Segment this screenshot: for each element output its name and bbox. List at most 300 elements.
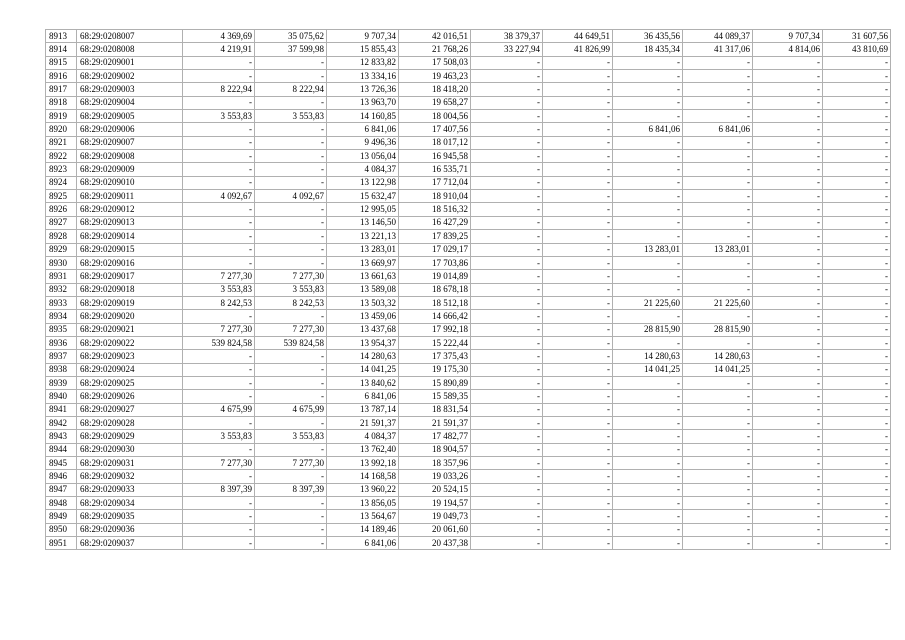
row-number-cell: 8924 (46, 176, 77, 189)
value-7-cell: 6 841,06 (613, 123, 683, 136)
value-10-cell: 31 607,56 (823, 30, 891, 43)
value-4-cell: 18 017,12 (399, 136, 471, 149)
value-3-cell: 6 841,06 (327, 390, 399, 403)
value-2-cell: - (255, 163, 327, 176)
table-row (46, 310, 891, 323)
value-4-cell: 18 418,20 (399, 83, 471, 96)
table-row (46, 83, 891, 96)
value-10-cell: - (823, 296, 891, 309)
cadastral-code-cell: 68:29:0209032 (77, 470, 183, 483)
value-7-cell: 14 041,25 (613, 363, 683, 376)
value-7-cell: - (613, 430, 683, 443)
value-4-cell: 19 175,30 (399, 363, 471, 376)
value-2-cell: 3 553,83 (255, 430, 327, 443)
value-7-cell: - (613, 403, 683, 416)
value-10-cell: - (823, 523, 891, 536)
value-4-cell: 17 029,17 (399, 243, 471, 256)
value-3-cell: 13 122,98 (327, 176, 399, 189)
row-number-cell: 8932 (46, 283, 77, 296)
value-3-cell: 15 632,47 (327, 190, 399, 203)
cadastral-code-cell: 68:29:0209018 (77, 283, 183, 296)
value-8-cell: - (683, 136, 753, 149)
value-2-cell: - (255, 203, 327, 216)
value-6-cell: - (543, 136, 613, 149)
value-6-cell: - (543, 243, 613, 256)
value-4-cell: 42 016,51 (399, 30, 471, 43)
value-3-cell: 6 841,06 (327, 537, 399, 550)
value-1-cell: - (183, 390, 255, 403)
value-9-cell: - (753, 83, 823, 96)
value-9-cell: - (753, 96, 823, 109)
value-1-cell: 539 824,58 (183, 336, 255, 349)
value-6-cell: - (543, 350, 613, 363)
value-5-cell: - (471, 123, 543, 136)
value-7-cell: 28 815,90 (613, 323, 683, 336)
cadastral-code-cell: 68:29:0209009 (77, 163, 183, 176)
value-5-cell: - (471, 470, 543, 483)
cadastral-code-cell: 68:29:0209029 (77, 430, 183, 443)
value-7-cell: - (613, 56, 683, 69)
cadastral-code-cell: 68:29:0209017 (77, 270, 183, 283)
value-6-cell: - (543, 310, 613, 323)
cadastral-code-cell: 68:29:0209036 (77, 523, 183, 536)
value-4-cell: 19 194,57 (399, 497, 471, 510)
value-6-cell: - (543, 363, 613, 376)
value-5-cell: - (471, 176, 543, 189)
value-5-cell: - (471, 457, 543, 470)
value-7-cell: - (613, 537, 683, 550)
value-6-cell: - (543, 376, 613, 389)
value-3-cell: 9 707,34 (327, 30, 399, 43)
cadastral-code-cell: 68:29:0209019 (77, 296, 183, 309)
row-number-cell: 8950 (46, 523, 77, 536)
value-10-cell: - (823, 176, 891, 189)
cadastral-code-cell: 68:29:0209024 (77, 363, 183, 376)
value-3-cell: 13 669,97 (327, 256, 399, 269)
value-3-cell: 13 840,62 (327, 376, 399, 389)
row-number-cell: 8934 (46, 310, 77, 323)
cadastral-code-cell: 68:29:0208007 (77, 30, 183, 43)
value-9-cell: - (753, 350, 823, 363)
value-9-cell: - (753, 483, 823, 496)
value-4-cell: 17 375,43 (399, 350, 471, 363)
value-3-cell: 13 992,18 (327, 457, 399, 470)
value-6-cell: - (543, 163, 613, 176)
value-3-cell: 13 334,16 (327, 70, 399, 83)
value-9-cell: - (753, 256, 823, 269)
row-number-cell: 8923 (46, 163, 77, 176)
value-4-cell: 18 357,96 (399, 457, 471, 470)
value-6-cell: - (543, 203, 613, 216)
value-4-cell: 18 831,54 (399, 403, 471, 416)
table-row (46, 56, 891, 69)
table-row (46, 443, 891, 456)
value-4-cell: 20 061,60 (399, 523, 471, 536)
value-6-cell: - (543, 83, 613, 96)
table-row (46, 537, 891, 550)
value-6-cell: - (543, 443, 613, 456)
value-2-cell: - (255, 350, 327, 363)
value-6-cell: - (543, 256, 613, 269)
value-8-cell: - (683, 163, 753, 176)
table-row (46, 497, 891, 510)
value-10-cell: - (823, 510, 891, 523)
value-9-cell: - (753, 523, 823, 536)
value-1-cell: 8 242,53 (183, 296, 255, 309)
value-1-cell: - (183, 176, 255, 189)
value-2-cell: - (255, 150, 327, 163)
value-2-cell: - (255, 310, 327, 323)
cadastral-code-cell: 68:29:0209003 (77, 83, 183, 96)
value-7-cell: - (613, 336, 683, 349)
row-number-cell: 8939 (46, 376, 77, 389)
value-2-cell: - (255, 136, 327, 149)
value-8-cell: - (683, 336, 753, 349)
value-2-cell: - (255, 470, 327, 483)
value-3-cell: 6 841,06 (327, 123, 399, 136)
cadastral-code-cell: 68:29:0209015 (77, 243, 183, 256)
row-number-cell: 8943 (46, 430, 77, 443)
value-9-cell: - (753, 443, 823, 456)
value-7-cell: - (613, 523, 683, 536)
value-4-cell: 14 666,42 (399, 310, 471, 323)
value-3-cell: 13 963,70 (327, 96, 399, 109)
table-row (46, 190, 891, 203)
table-row (46, 136, 891, 149)
value-2-cell: - (255, 363, 327, 376)
value-9-cell: - (753, 136, 823, 149)
value-7-cell: - (613, 176, 683, 189)
value-2-cell: - (255, 243, 327, 256)
value-3-cell: 12 833,82 (327, 56, 399, 69)
value-10-cell: - (823, 256, 891, 269)
value-8-cell: 6 841,06 (683, 123, 753, 136)
value-7-cell: - (613, 110, 683, 123)
value-9-cell: - (753, 497, 823, 510)
value-5-cell: - (471, 443, 543, 456)
table-row (46, 350, 891, 363)
value-2-cell: - (255, 70, 327, 83)
value-4-cell: 16 945,58 (399, 150, 471, 163)
value-4-cell: 16 535,71 (399, 163, 471, 176)
value-10-cell: - (823, 83, 891, 96)
cadastral-code-cell: 68:29:0209021 (77, 323, 183, 336)
value-9-cell: - (753, 176, 823, 189)
value-8-cell: - (683, 216, 753, 229)
value-7-cell: 14 280,63 (613, 350, 683, 363)
row-number-cell: 8919 (46, 110, 77, 123)
row-number-cell: 8941 (46, 403, 77, 416)
value-5-cell: - (471, 203, 543, 216)
table-row (46, 256, 891, 269)
value-3-cell: 13 856,05 (327, 497, 399, 510)
value-9-cell: - (753, 336, 823, 349)
value-2-cell: - (255, 176, 327, 189)
value-7-cell: - (613, 470, 683, 483)
table-row (46, 390, 891, 403)
table-row (46, 30, 891, 43)
row-number-cell: 8926 (46, 203, 77, 216)
value-8-cell: - (683, 203, 753, 216)
value-7-cell: - (613, 163, 683, 176)
table-row (46, 43, 891, 56)
value-1-cell: - (183, 163, 255, 176)
value-7-cell: - (613, 483, 683, 496)
cadastral-code-cell: 68:29:0208008 (77, 43, 183, 56)
value-5-cell: - (471, 270, 543, 283)
value-4-cell: 19 033,26 (399, 470, 471, 483)
value-5-cell: - (471, 376, 543, 389)
value-8-cell: - (683, 470, 753, 483)
table-row (46, 110, 891, 123)
value-6-cell: - (543, 457, 613, 470)
value-6-cell: - (543, 296, 613, 309)
value-1-cell: - (183, 537, 255, 550)
row-number-cell: 8944 (46, 443, 77, 456)
value-2-cell: - (255, 56, 327, 69)
value-5-cell: - (471, 150, 543, 163)
cadastral-code-cell: 68:29:0209031 (77, 457, 183, 470)
value-9-cell: - (753, 376, 823, 389)
value-9-cell: - (753, 270, 823, 283)
value-4-cell: 17 482,77 (399, 430, 471, 443)
value-6-cell: - (543, 123, 613, 136)
value-5-cell: - (471, 430, 543, 443)
row-number-cell: 8921 (46, 136, 77, 149)
table-row (46, 523, 891, 536)
table-row (46, 230, 891, 243)
value-7-cell: - (613, 283, 683, 296)
value-5-cell: - (471, 416, 543, 429)
value-1-cell: - (183, 523, 255, 536)
value-1-cell: - (183, 350, 255, 363)
value-6-cell: - (543, 270, 613, 283)
value-7-cell: 18 435,34 (613, 43, 683, 56)
value-6-cell: 41 826,99 (543, 43, 613, 56)
value-3-cell: 13 726,36 (327, 83, 399, 96)
value-3-cell: 4 084,37 (327, 430, 399, 443)
value-1-cell: - (183, 243, 255, 256)
cadastral-code-cell: 68:29:0209035 (77, 510, 183, 523)
value-9-cell: - (753, 457, 823, 470)
value-7-cell: - (613, 136, 683, 149)
value-7-cell: - (613, 203, 683, 216)
value-2-cell: - (255, 443, 327, 456)
value-2-cell: - (255, 256, 327, 269)
value-9-cell: - (753, 216, 823, 229)
table-row (46, 483, 891, 496)
value-10-cell: - (823, 56, 891, 69)
value-7-cell: - (613, 150, 683, 163)
value-1-cell: 8 222,94 (183, 83, 255, 96)
value-7-cell: - (613, 497, 683, 510)
value-1-cell: - (183, 256, 255, 269)
value-5-cell: - (471, 296, 543, 309)
value-2-cell: 3 553,83 (255, 110, 327, 123)
table-row (46, 336, 891, 349)
value-10-cell: - (823, 123, 891, 136)
value-2-cell: 8 222,94 (255, 83, 327, 96)
value-2-cell: 4 675,99 (255, 403, 327, 416)
value-4-cell: 17 712,04 (399, 176, 471, 189)
value-4-cell: 17 407,56 (399, 123, 471, 136)
value-4-cell: 17 839,25 (399, 230, 471, 243)
table-row (46, 176, 891, 189)
value-1-cell: 3 553,83 (183, 110, 255, 123)
cadastral-code-cell: 68:29:0209006 (77, 123, 183, 136)
value-5-cell: - (471, 230, 543, 243)
value-2-cell: - (255, 96, 327, 109)
value-6-cell: - (543, 70, 613, 83)
value-2-cell: 37 599,98 (255, 43, 327, 56)
value-6-cell: - (543, 497, 613, 510)
row-number-cell: 8937 (46, 350, 77, 363)
value-2-cell: - (255, 123, 327, 136)
value-4-cell: 17 703,86 (399, 256, 471, 269)
cadastral-code-cell: 68:29:0209010 (77, 176, 183, 189)
value-7-cell: - (613, 230, 683, 243)
value-6-cell: - (543, 230, 613, 243)
value-6-cell: 44 649,51 (543, 30, 613, 43)
value-2-cell: - (255, 523, 327, 536)
value-10-cell: - (823, 230, 891, 243)
value-10-cell: - (823, 163, 891, 176)
row-number-cell: 8917 (46, 83, 77, 96)
value-1-cell: - (183, 443, 255, 456)
value-3-cell: 13 503,32 (327, 296, 399, 309)
table-row (46, 457, 891, 470)
value-4-cell: 19 014,89 (399, 270, 471, 283)
value-7-cell: - (613, 190, 683, 203)
value-8-cell: 21 225,60 (683, 296, 753, 309)
value-10-cell: - (823, 136, 891, 149)
value-6-cell: - (543, 470, 613, 483)
value-9-cell: - (753, 310, 823, 323)
value-9-cell: - (753, 430, 823, 443)
row-number-cell: 8951 (46, 537, 77, 550)
value-7-cell: - (613, 216, 683, 229)
value-8-cell: - (683, 483, 753, 496)
value-6-cell: - (543, 390, 613, 403)
value-10-cell: - (823, 363, 891, 376)
row-number-cell: 8936 (46, 336, 77, 349)
value-7-cell: 13 283,01 (613, 243, 683, 256)
value-1-cell: 4 369,69 (183, 30, 255, 43)
value-5-cell: - (471, 510, 543, 523)
value-9-cell: - (753, 163, 823, 176)
value-5-cell: - (471, 256, 543, 269)
value-1-cell: - (183, 376, 255, 389)
value-6-cell: - (543, 430, 613, 443)
row-number-cell: 8933 (46, 296, 77, 309)
value-8-cell: - (683, 190, 753, 203)
value-4-cell: 15 890,89 (399, 376, 471, 389)
value-10-cell: - (823, 110, 891, 123)
value-2-cell: 7 277,30 (255, 457, 327, 470)
value-8-cell: - (683, 56, 753, 69)
value-2-cell: 8 397,39 (255, 483, 327, 496)
value-1-cell: - (183, 56, 255, 69)
row-number-cell: 8915 (46, 56, 77, 69)
value-2-cell: - (255, 497, 327, 510)
value-1-cell: - (183, 497, 255, 510)
table-row (46, 150, 891, 163)
value-10-cell: - (823, 310, 891, 323)
value-4-cell: 19 658,27 (399, 96, 471, 109)
value-6-cell: - (543, 537, 613, 550)
value-10-cell: - (823, 336, 891, 349)
row-number-cell: 8928 (46, 230, 77, 243)
table-row (46, 323, 891, 336)
value-8-cell: - (683, 110, 753, 123)
row-number-cell: 8949 (46, 510, 77, 523)
table-row (46, 216, 891, 229)
value-2-cell: - (255, 230, 327, 243)
value-1-cell: - (183, 123, 255, 136)
value-1-cell: 4 092,67 (183, 190, 255, 203)
value-8-cell: 14 041,25 (683, 363, 753, 376)
cadastral-code-cell: 68:29:0209027 (77, 403, 183, 416)
cadastral-code-cell: 68:29:0209013 (77, 216, 183, 229)
cadastral-code-cell: 68:29:0209011 (77, 190, 183, 203)
value-6-cell: - (543, 523, 613, 536)
value-4-cell: 18 910,04 (399, 190, 471, 203)
cadastral-code-cell: 68:29:0209028 (77, 416, 183, 429)
value-4-cell: 18 678,18 (399, 283, 471, 296)
value-5-cell: - (471, 497, 543, 510)
value-4-cell: 19 049,73 (399, 510, 471, 523)
value-8-cell: - (683, 230, 753, 243)
row-number-cell: 8940 (46, 390, 77, 403)
value-2-cell: 35 075,62 (255, 30, 327, 43)
value-3-cell: 13 960,22 (327, 483, 399, 496)
value-5-cell: - (471, 216, 543, 229)
value-6-cell: - (543, 216, 613, 229)
value-4-cell: 20 524,15 (399, 483, 471, 496)
value-8-cell: - (683, 283, 753, 296)
row-number-cell: 8927 (46, 216, 77, 229)
value-5-cell: - (471, 283, 543, 296)
cadastral-code-cell: 68:29:0209004 (77, 96, 183, 109)
value-1-cell: - (183, 310, 255, 323)
value-9-cell: - (753, 470, 823, 483)
row-number-cell: 8931 (46, 270, 77, 283)
cadastral-code-cell: 68:29:0209002 (77, 70, 183, 83)
value-5-cell: - (471, 96, 543, 109)
row-number-cell: 8948 (46, 497, 77, 510)
value-3-cell: 9 496,36 (327, 136, 399, 149)
row-number-cell: 8946 (46, 470, 77, 483)
data-table (45, 29, 891, 550)
value-3-cell: 13 589,08 (327, 283, 399, 296)
value-2-cell: 7 277,30 (255, 270, 327, 283)
value-8-cell: 13 283,01 (683, 243, 753, 256)
table-row (46, 203, 891, 216)
table-row (46, 70, 891, 83)
row-number-cell: 8945 (46, 457, 77, 470)
value-2-cell: 3 553,83 (255, 283, 327, 296)
value-8-cell: - (683, 376, 753, 389)
value-4-cell: 18 904,57 (399, 443, 471, 456)
value-10-cell: - (823, 470, 891, 483)
value-3-cell: 13 283,01 (327, 243, 399, 256)
value-1-cell: 7 277,30 (183, 323, 255, 336)
row-number-cell: 8929 (46, 243, 77, 256)
row-number-cell: 8925 (46, 190, 77, 203)
value-4-cell: 18 004,56 (399, 110, 471, 123)
value-5-cell: - (471, 83, 543, 96)
value-4-cell: 18 516,32 (399, 203, 471, 216)
